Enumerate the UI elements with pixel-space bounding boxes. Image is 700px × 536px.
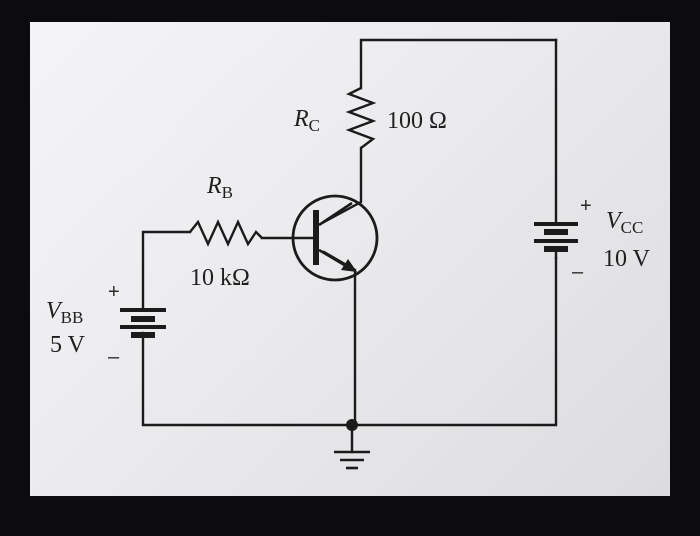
vbb-minus-sign: – [108,346,120,368]
wire-vcc-negative [352,258,556,425]
battery-vcc [534,224,578,258]
ground-node-dot [346,419,358,431]
wire-bottom-rail [143,333,352,425]
wire-collector [324,148,361,222]
rb-value: 10 kΩ [190,265,250,291]
resistor-rc [349,88,373,148]
rb-label: $R_B$ [207,173,234,202]
wires [143,40,556,452]
battery-vbb [120,310,166,335]
resistor-rb [190,222,262,244]
vcc-value: 10 V [603,246,650,272]
vcc-label: $V_{CC}$ [606,208,644,237]
wire-top-rail [361,40,556,88]
vbb-plus-sign: + [108,281,120,303]
vbb-label: $V_{BB}$ [46,298,84,327]
vcc-plus-sign: + [580,195,592,217]
transistor-emitter [319,250,346,266]
rc-label: $R_C$ [294,106,321,135]
vbb-value: 5 V [50,332,85,358]
transistor-collector [319,203,352,225]
vcc-minus-sign: – [572,261,584,283]
wire-vbb-positive [143,232,190,310]
rc-value: 100 Ω [387,108,447,134]
